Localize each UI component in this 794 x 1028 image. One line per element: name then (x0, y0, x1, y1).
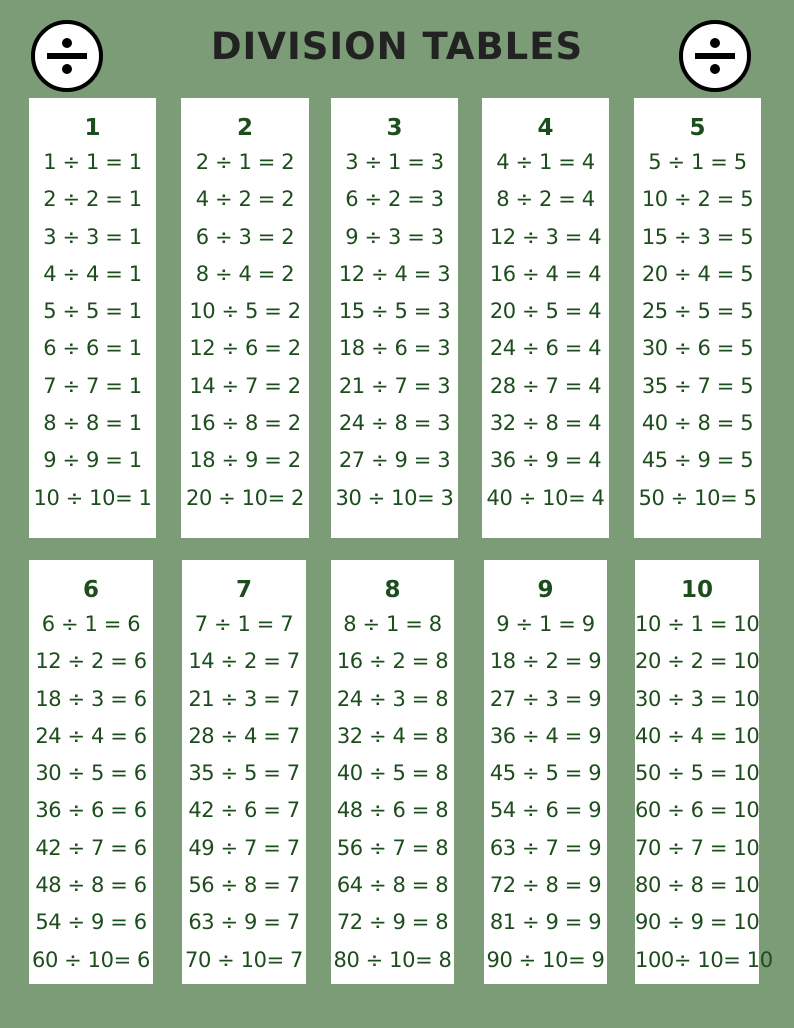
division-sign-icon (31, 20, 103, 92)
table-row: 24 ÷ 8 = 3 (338, 411, 451, 436)
table-row: 4 ÷ 2 = 2 (195, 187, 295, 212)
table-row: 90 ÷ 10= 9 (486, 947, 605, 972)
table-row: 20 ÷ 10= 2 (185, 485, 305, 510)
table-title: 9 (537, 577, 554, 603)
table-row: 3 ÷ 3 = 1 (43, 224, 142, 249)
table-row: 60 ÷ 10= 6 (31, 947, 151, 972)
table-row: 42 ÷ 7 = 6 (35, 835, 147, 860)
table-row: 7 ÷ 7 = 1 (43, 373, 142, 398)
table-row: 100÷ 10= 10 (635, 947, 773, 972)
table-row: 5 ÷ 5 = 1 (43, 299, 142, 324)
table-row: 20 ÷ 5 = 4 (489, 299, 602, 324)
table-row: 48 ÷ 8 = 6 (35, 873, 147, 898)
table-row: 80 ÷ 10= 8 (333, 947, 452, 972)
table-row: 30 ÷ 10= 3 (335, 485, 454, 510)
table-row: 50 ÷ 10= 5 (638, 485, 757, 510)
division-table-8 (331, 560, 454, 984)
division-table-2 (181, 98, 309, 538)
table-row: 18 ÷ 3 = 6 (35, 686, 147, 711)
table-row: 72 ÷ 9 = 8 (336, 910, 449, 935)
table-row: 35 ÷ 7 = 5 (641, 373, 754, 398)
table-row: 18 ÷ 2 = 9 (489, 649, 602, 674)
page-title: DIVISION TABLES (210, 25, 584, 68)
table-row: 36 ÷ 4 = 9 (489, 723, 602, 748)
table-row: 21 ÷ 3 = 7 (188, 686, 300, 711)
table-row: 27 ÷ 3 = 9 (489, 686, 602, 711)
table-row: 7 ÷ 1 = 7 (194, 612, 294, 636)
table-row: 56 ÷ 7 = 8 (336, 835, 449, 860)
table-row: 45 ÷ 9 = 5 (641, 448, 754, 473)
table-row: 9 ÷ 9 = 1 (43, 448, 142, 473)
table-row: 30 ÷ 6 = 5 (641, 336, 754, 361)
table-row: 21 ÷ 7 = 3 (338, 373, 451, 398)
table-row: 64 ÷ 8 = 8 (336, 873, 449, 898)
table-row: 18 ÷ 9 = 2 (189, 448, 301, 473)
table-title: 2 (236, 115, 253, 141)
table-row: 10 ÷ 5 = 2 (189, 299, 301, 324)
table-row: 27 ÷ 9 = 3 (338, 448, 451, 473)
division-table-9 (484, 560, 607, 984)
table-row: 20 ÷ 4 = 5 (641, 261, 754, 286)
table-row: 28 ÷ 4 = 7 (188, 723, 300, 748)
division-table-5 (634, 98, 761, 538)
table-row: 6 ÷ 3 = 2 (195, 224, 295, 249)
table-row: 6 ÷ 1 = 6 (41, 612, 141, 636)
table-title: 6 (82, 577, 99, 603)
table-row: 32 ÷ 4 = 8 (336, 723, 449, 748)
table-row: 4 ÷ 1 = 4 (496, 150, 595, 174)
table-row: 18 ÷ 6 = 3 (338, 336, 451, 361)
table-row: 28 ÷ 7 = 4 (489, 373, 602, 398)
table-row: 63 ÷ 7 = 9 (489, 835, 602, 860)
division-table-6 (29, 560, 153, 984)
table-row: 10 ÷ 10= 1 (33, 485, 152, 510)
table-row: 40 ÷ 4 = 10 (635, 723, 760, 748)
table-title: 10 (680, 577, 713, 603)
table-row: 40 ÷ 5 = 8 (336, 761, 449, 786)
table-title: 7 (235, 577, 252, 603)
table-row: 10 ÷ 1 = 10 (635, 612, 760, 636)
table-row: 54 ÷ 9 = 6 (35, 910, 147, 935)
table-row: 8 ÷ 1 = 8 (343, 612, 442, 636)
table-row: 40 ÷ 10= 4 (486, 485, 605, 510)
table-row: 60 ÷ 6 = 10 (635, 798, 760, 823)
table-row: 20 ÷ 2 = 10 (635, 649, 760, 674)
table-row: 24 ÷ 4 = 6 (35, 723, 147, 748)
table-row: 6 ÷ 2 = 3 (345, 187, 444, 212)
table-row: 30 ÷ 3 = 10 (635, 686, 760, 711)
table-row: 72 ÷ 8 = 9 (489, 873, 602, 898)
table-row: 25 ÷ 5 = 5 (641, 299, 754, 324)
table-row: 6 ÷ 6 = 1 (43, 336, 142, 361)
table-row: 8 ÷ 4 = 2 (195, 261, 295, 286)
table-title: 5 (689, 115, 706, 141)
table-title: 8 (384, 577, 401, 603)
table-row: 8 ÷ 8 = 1 (43, 411, 142, 436)
table-row: 5 ÷ 1 = 5 (648, 150, 747, 174)
division-table-4 (482, 98, 609, 538)
table-row: 42 ÷ 6 = 7 (188, 798, 300, 823)
table-row: 1 ÷ 1 = 1 (43, 150, 142, 174)
table-row: 56 ÷ 8 = 7 (188, 873, 300, 898)
table-title: 3 (386, 115, 403, 141)
table-row: 36 ÷ 6 = 6 (35, 798, 147, 823)
table-row: 81 ÷ 9 = 9 (489, 910, 602, 935)
table-row: 30 ÷ 5 = 6 (35, 761, 147, 786)
table-row: 45 ÷ 5 = 9 (489, 761, 602, 786)
table-row: 12 ÷ 2 = 6 (35, 649, 147, 674)
table-row: 14 ÷ 2 = 7 (188, 649, 300, 674)
table-row: 36 ÷ 9 = 4 (489, 448, 602, 473)
table-row: 49 ÷ 7 = 7 (188, 835, 300, 860)
table-row: 10 ÷ 2 = 5 (641, 187, 754, 212)
table-row: 12 ÷ 4 = 3 (338, 261, 451, 286)
table-row: 2 ÷ 2 = 1 (43, 187, 142, 212)
table-row: 4 ÷ 4 = 1 (43, 261, 142, 286)
table-row: 90 ÷ 9 = 10 (635, 910, 760, 935)
table-row: 50 ÷ 5 = 10 (635, 761, 760, 786)
table-row: 24 ÷ 6 = 4 (489, 336, 602, 361)
table-row: 8 ÷ 2 = 4 (496, 187, 595, 212)
table-title: 4 (537, 115, 554, 141)
table-row: 32 ÷ 8 = 4 (489, 411, 602, 436)
table-row: 12 ÷ 6 = 2 (189, 336, 301, 361)
table-row: 54 ÷ 6 = 9 (489, 798, 602, 823)
table-row: 40 ÷ 8 = 5 (641, 411, 754, 436)
table-row: 15 ÷ 3 = 5 (641, 224, 754, 249)
division-table-7 (182, 560, 306, 984)
table-row: 35 ÷ 5 = 7 (188, 761, 300, 786)
table-row: 24 ÷ 3 = 8 (336, 686, 449, 711)
division-table-3 (331, 98, 458, 538)
table-row: 14 ÷ 7 = 2 (189, 373, 301, 398)
table-row: 9 ÷ 3 = 3 (345, 224, 444, 249)
table-row: 16 ÷ 2 = 8 (336, 649, 449, 674)
table-row: 70 ÷ 10= 7 (184, 947, 304, 972)
table-title: 1 (84, 115, 101, 141)
table-row: 12 ÷ 3 = 4 (489, 224, 602, 249)
table-row: 9 ÷ 1 = 9 (496, 612, 595, 636)
division-table-1 (29, 98, 156, 538)
table-row: 2 ÷ 1 = 2 (195, 150, 295, 174)
table-row: 63 ÷ 9 = 7 (188, 910, 300, 935)
table-row: 70 ÷ 7 = 10 (635, 835, 760, 860)
division-sign-icon (679, 20, 751, 92)
table-row: 16 ÷ 4 = 4 (489, 261, 602, 286)
division-table-10 (635, 560, 773, 984)
table-row: 80 ÷ 8 = 10 (635, 873, 760, 898)
table-row: 16 ÷ 8 = 2 (189, 411, 301, 436)
table-row: 3 ÷ 1 = 3 (345, 150, 444, 174)
table-row: 15 ÷ 5 = 3 (338, 299, 451, 324)
table-row: 48 ÷ 6 = 8 (336, 798, 449, 823)
